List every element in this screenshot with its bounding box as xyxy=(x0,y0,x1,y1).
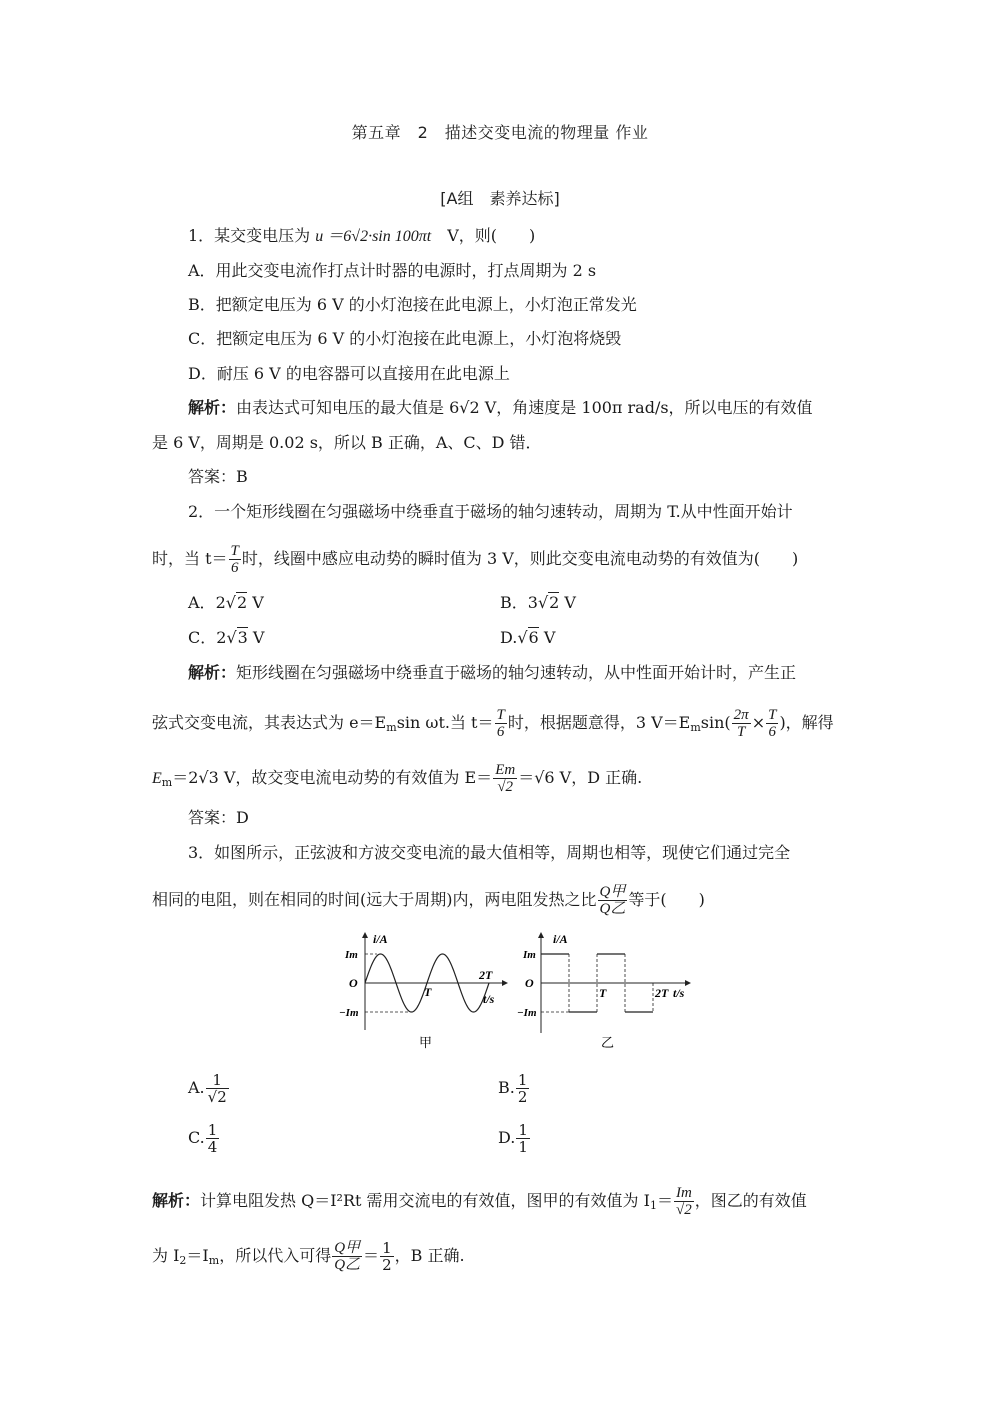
denominator: 4 xyxy=(207,1138,218,1156)
denominator: 6 xyxy=(768,724,777,740)
q1-option-d: D．耐压 6 V 的电容器可以直接用在此电源上 xyxy=(188,364,510,383)
fraction xyxy=(598,884,628,917)
radicand: 2 xyxy=(236,593,248,612)
fraction xyxy=(766,707,778,740)
q1-option-b: B．把额定电压为 6 V 的小灯泡接在此电源上，小灯泡正常发光 xyxy=(188,295,637,314)
denominator: Q乙 xyxy=(334,1257,361,1273)
numerator: Im xyxy=(675,1185,692,1201)
denominator: 1 xyxy=(518,1138,528,1156)
coef: 3 xyxy=(527,593,538,612)
q1-option-c: C．把额定电压为 6 V 的小灯泡接在此电源上，小灯泡将烧毁 xyxy=(188,329,622,348)
q1-analysis-text: 由表达式可知电压的最大值是 6√2 V，角速度是 100π rad/s，所以电压的有效值 xyxy=(236,398,813,417)
denominator: 2 xyxy=(517,1088,528,1106)
text: 等于( ) xyxy=(628,890,705,909)
figure-jia-sine-wave xyxy=(335,925,515,1055)
option-label: D. xyxy=(498,1128,516,1147)
denominator: √2 xyxy=(207,1088,227,1106)
q2-option-d: D.√6 V xyxy=(500,628,556,647)
figure-caption: 乙 xyxy=(601,1035,615,1050)
text: E xyxy=(152,770,162,787)
q2-option-c: C．2√3 V xyxy=(188,628,265,647)
section-heading: [A组 素养达标] xyxy=(440,189,560,208)
fraction xyxy=(674,1185,694,1218)
radicand: 2 xyxy=(549,593,560,612)
option-label: B. xyxy=(498,1078,515,1097)
text: ＝ xyxy=(656,1191,673,1210)
denominator: 6 xyxy=(496,724,505,740)
fraction xyxy=(495,707,507,740)
subscript: 2 xyxy=(179,1254,187,1267)
q3-stem-line2 xyxy=(152,884,705,917)
fraction xyxy=(493,762,517,795)
text: 时，根据题意得，3 V＝E xyxy=(507,713,691,732)
ytick-im: Im xyxy=(523,949,536,961)
q2-option-b: B．3√2 V xyxy=(500,593,576,612)
q2-stem-prefix: 时，当 t＝ xyxy=(152,549,228,568)
numerator: Q甲 xyxy=(599,884,626,900)
coef: 2 xyxy=(216,628,227,647)
fraction xyxy=(332,1240,362,1273)
q2-analysis-line3 xyxy=(152,762,642,795)
origin-label: O xyxy=(349,976,358,990)
ytick-neg-im: −Im xyxy=(339,1007,359,1019)
option-label: B． xyxy=(500,593,528,612)
numerator: 1 xyxy=(517,1071,528,1089)
subscript: m xyxy=(208,1254,220,1267)
q1-stem-expr: u ＝6√2·sin 100πt xyxy=(315,228,432,245)
fraction xyxy=(516,1072,530,1105)
numerator: T xyxy=(230,543,239,559)
option-label: D. xyxy=(500,628,518,647)
unit: V xyxy=(247,593,264,612)
q3-analysis-line1 xyxy=(152,1185,807,1218)
q2-answer: 答案：D xyxy=(188,808,249,827)
page-title: 第五章 2 描述交变电流的物理量 作业 xyxy=(351,123,649,142)
text: ＝√6 V，D 正确. xyxy=(518,768,643,787)
fraction xyxy=(206,1122,220,1155)
numerator: T xyxy=(496,707,505,723)
q2-stem-line2 xyxy=(152,543,798,576)
fraction xyxy=(206,1072,229,1105)
y-axis-label: i/A xyxy=(373,932,388,946)
q2-stem-suffix: 时，线圈中感应电动势的瞬时值为 3 V，则此交变电流电动势的有效值为( ) xyxy=(241,549,799,568)
fraction xyxy=(516,1122,530,1155)
fraction xyxy=(229,543,241,576)
xtick-2T: 2T xyxy=(479,968,493,982)
radicand: 3 xyxy=(237,628,248,647)
q3-option-c xyxy=(188,1122,220,1155)
coef: 2 xyxy=(215,593,226,612)
text: sin ωt.当 t＝ xyxy=(396,713,494,732)
q1-stem xyxy=(188,226,535,247)
denominator: Q乙 xyxy=(599,901,626,917)
subscript: m xyxy=(161,776,173,789)
text: ＝ xyxy=(363,1246,380,1265)
analysis-label: 解析： xyxy=(152,1191,201,1210)
x-axis-label: t/s xyxy=(673,986,685,1000)
figure-yi-square-wave xyxy=(515,925,700,1055)
numerator: 2π xyxy=(733,707,749,723)
q1-analysis-line1 xyxy=(188,398,813,418)
numerator: 1 xyxy=(206,1072,229,1089)
unit: V xyxy=(247,628,265,647)
figure-caption: 甲 xyxy=(419,1035,433,1050)
q1-stem-prefix: 1．某交变电压为 xyxy=(188,226,316,245)
option-label: C． xyxy=(188,628,217,647)
denominator: 6 xyxy=(230,560,239,576)
fraction xyxy=(380,1240,394,1273)
text: 为 I xyxy=(152,1246,180,1265)
q3-option-d xyxy=(498,1122,531,1155)
xtick-T: T xyxy=(599,986,607,1000)
unit: V xyxy=(538,628,556,647)
q2-analysis-line2 xyxy=(152,707,834,740)
xtick-T: T xyxy=(424,985,432,999)
subscript: m xyxy=(386,721,397,734)
numerator: 1 xyxy=(382,1239,392,1257)
denominator: √2 xyxy=(676,1202,692,1218)
radicand: 6 xyxy=(528,628,539,647)
text: ，图乙的有效值 xyxy=(694,1191,807,1210)
q1-analysis-line2: 是 6 V，周期是 0.02 s，所以 B 正确，A、C、D 错． xyxy=(152,433,542,452)
text: )，解得 xyxy=(779,713,834,732)
q2-analysis-text: 矩形线圈在匀强磁场中绕垂直于磁场的轴匀速转动，从中性面开始计时，产生正 xyxy=(236,663,797,682)
q1-answer: 答案：B xyxy=(188,467,248,486)
text: × xyxy=(751,713,766,732)
text: ＝I xyxy=(186,1246,209,1265)
fraction xyxy=(732,707,751,740)
q1-option-a: A．用此交变电流作打点计时器的电源时，打点周期为 2 s xyxy=(188,261,597,280)
denominator: 2 xyxy=(382,1256,392,1274)
text: 相同的电阻，则在相同的时间(远大于周期)内，两电阻发热之比 xyxy=(152,890,597,909)
numerator: Q甲 xyxy=(334,1240,361,1256)
numerator: 1 xyxy=(207,1121,218,1139)
y-axis-label: i/A xyxy=(553,932,568,946)
text: ，B 正确. xyxy=(394,1246,465,1265)
q2-option-a: A．2√2 V xyxy=(188,593,264,612)
q2-analysis-line1 xyxy=(188,663,796,683)
option-label: A. xyxy=(188,1078,205,1097)
text: 弦式交变电流，其表达式为 e＝E xyxy=(152,713,387,732)
analysis-label: 解析： xyxy=(188,398,237,417)
analysis-label: 解析： xyxy=(188,663,237,682)
ytick-neg-im: −Im xyxy=(517,1007,537,1019)
option-label: A． xyxy=(188,593,216,612)
q1-stem-suffix: V，则( ) xyxy=(431,226,536,245)
numerator: Em xyxy=(495,762,516,778)
q3-option-a xyxy=(188,1072,230,1105)
q3-analysis-line2 xyxy=(152,1240,465,1273)
denominator: √2 xyxy=(497,779,514,795)
origin-label: O xyxy=(525,976,534,990)
numerator: T xyxy=(768,707,777,723)
xtick-2T: 2T xyxy=(655,986,669,1000)
subscript: m xyxy=(690,721,701,734)
subscript: 1 xyxy=(649,1199,657,1212)
x-axis-label: t/s xyxy=(483,992,495,1006)
text: sin( xyxy=(700,713,731,732)
text: 计算电阻发热 Q＝I²Rt 需用交流电的有效值，图甲的有效值为 I xyxy=(200,1191,650,1210)
q2-stem-line1: 2．一个矩形线圈在匀强磁场中绕垂直于磁场的轴匀速转动，周期为 T.从中性面开始计 xyxy=(188,502,793,521)
ytick-im: Im xyxy=(345,949,358,961)
q3-option-b xyxy=(498,1072,530,1105)
denominator: T xyxy=(737,724,746,740)
q3-stem-line1: 3．如图所示，正弦波和方波交变电流的最大值相等，周期也相等，现使它们通过完全 xyxy=(188,843,791,862)
text: ，所以代入可得 xyxy=(219,1246,332,1265)
numerator: 1 xyxy=(518,1121,528,1139)
option-label: C. xyxy=(188,1128,205,1147)
unit: V xyxy=(559,593,576,612)
text: ＝2√3 V，故交变电流电动势的有效值为 E＝ xyxy=(172,768,493,787)
